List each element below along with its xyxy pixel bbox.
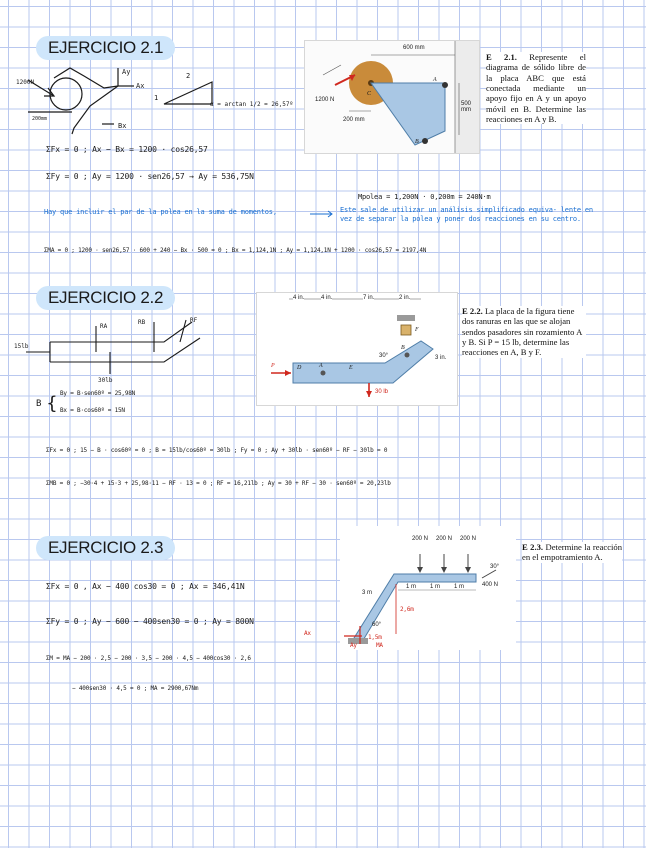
ex2-eq2: ΣMB = 0 ; −30·4 + 15·3 + 25,98·11 − RF · 13 = 0 ; RF = 16,21lb ; Ay = 30 + RF − 30 · sen60º = 20,23lb xyxy=(46,480,391,487)
ex1-sketch-alpha: α = arctan 1/2 = 26,57º xyxy=(210,101,294,108)
ex3-fig-dim-1: 1 m xyxy=(406,584,417,590)
ex2-figure xyxy=(256,292,458,406)
ex2-fig-dim-3: 7 in. xyxy=(363,295,375,301)
ex1-title: EJERCICIO 2.1 xyxy=(36,36,175,60)
ex3-fig-length: 3 m xyxy=(362,590,373,596)
ex2-fig-angle: 30° xyxy=(379,353,389,359)
ex3-fig-angle-top: 30° xyxy=(490,564,500,570)
ex3-fig-ay: Ay xyxy=(350,642,357,649)
ex3-fig-note-15: 1,5m xyxy=(368,634,382,641)
ex2-fig-d: D xyxy=(297,365,302,371)
ex2-sketch-load: 15lb xyxy=(14,343,29,350)
ex2-sketch-rb: RB xyxy=(138,319,146,326)
ex1-note-left: Hay que incluir el par de la polea en la suma de momentos, xyxy=(44,208,277,216)
ex2-bx: Bx = B·cos60º = 15N xyxy=(60,407,125,414)
ex2-fig-dim-2: 4 in. xyxy=(321,295,333,301)
ex2-fig-weight: 30 lb xyxy=(375,389,389,395)
ex2-sketch xyxy=(14,312,214,382)
ex2-fig-b: B xyxy=(401,345,405,351)
ex3-fig-ax: Ax xyxy=(304,630,311,637)
ex2-brace-glyph: { xyxy=(46,393,58,414)
ex2-fig-f: F xyxy=(415,327,419,333)
ex1-figure xyxy=(304,40,480,154)
ex2-figure-drawing xyxy=(257,293,457,405)
ex2-b-label: B xyxy=(36,399,42,409)
ex1-mpolea: Mpolea = 1,200N · 0,200m = 240N·m xyxy=(358,193,491,201)
ex3-fig-note-26: 2,6m xyxy=(400,606,414,613)
ex3-figure xyxy=(304,526,516,650)
ex2-statement-text: La placa de la figura tiene dos ranuras en las que se alojan sendos pasadores sin rozamiento A y B. Si P = 15 lb, determine las reacciones en A, B y F. xyxy=(462,306,582,358)
ex1-sketch-tri-top: 2 xyxy=(186,72,191,80)
ex2-statement-number: E 2.2. xyxy=(462,306,483,316)
ex1-sketch-ay: Ay xyxy=(122,68,131,76)
ex1-sketch-force: 1200N xyxy=(16,79,35,86)
ex1-fig-label-b: B xyxy=(415,139,419,145)
ex1-sketch-ax: Ax xyxy=(136,82,145,90)
ex3-fig-ma: MA xyxy=(376,642,383,649)
ex1-statement xyxy=(486,52,586,124)
ex3-eq-fy: ΣFy = 0 ; Ay − 600 − 400sen30 = 0 ; Ay = 800N xyxy=(46,617,254,626)
ex3-fig-load-1: 200 N xyxy=(412,536,429,542)
ex1-sketch-tri-left: 1 xyxy=(154,94,159,102)
ex1-sketch-triangle xyxy=(164,82,212,104)
ex2-sketch-w: 30lb xyxy=(98,377,113,382)
ex2-fig-e: E xyxy=(349,365,353,371)
ex2-sketch-plate-top xyxy=(50,322,192,342)
ex3-statement xyxy=(522,542,622,563)
ex1-eq-fx: ΣFx = 0 ; Ax − Bx = 1200 · cos26,57 xyxy=(46,145,208,154)
ex2-by: By = B·sen60º = 25,98N xyxy=(60,390,136,397)
ex1-statement-number: E 2.1. xyxy=(486,52,517,62)
ex1-fig-dim-right: 500 mm xyxy=(461,101,472,113)
ex2-sketch-rf-arrow xyxy=(180,320,186,342)
ex3-fig-dim-3: 1 m xyxy=(454,584,465,590)
ex1-eq-fy: ΣFy = 0 ; Ay = 1200 · sen26,57 → Ay = 536,75N xyxy=(46,172,254,181)
ex2-fig-a: A xyxy=(319,363,323,369)
ex2-fig-p: P xyxy=(271,363,275,369)
ex3-fig-side-load: 400 N xyxy=(482,582,499,588)
ex2-eq1: ΣFx = 0 ; 15 − B · cos60º = 0 ; B = 15lb/cos60º = 30lb ; Fy = 0 ; Ay + 30lb · sen60º − RF − 30lb = 0 xyxy=(46,447,388,454)
ex2-sketch-rf: RF xyxy=(190,317,198,324)
ex1-fig-dim-top: 600 mm xyxy=(403,45,425,51)
ex2-fig-dim-right: 3 in. xyxy=(435,355,447,361)
ex1-sketch-pulley xyxy=(50,78,82,110)
ex3-statement-text: Determine la reacción en el empotramiento A. xyxy=(522,542,622,563)
ex1-fig-label-a: A xyxy=(433,77,437,83)
ex2-statement xyxy=(462,306,586,358)
ex1-fig-dim-left: 200 mm xyxy=(343,117,365,123)
ex1-note-arrow xyxy=(310,210,336,218)
ex2-fig-dim-4: 2 in. xyxy=(399,295,411,301)
ex3-eq-m: ΣM = MA − 200 · 2,5 − 200 · 3,5 − 200 · 4,5 − 400cos30 · 2,6 xyxy=(46,655,251,662)
ex2-sketch-ra: RA xyxy=(100,323,108,330)
ex1-plate xyxy=(371,83,445,145)
ex1-eq-moment: ΣMA = 0 ; 1200 · sen26,57 · 600 + 240 − Bx · 500 = 0 ; Bx = 1,124,1N ; Ay = 1,124,1N + 1200 · cos26,57 = 2197,4N xyxy=(44,247,427,254)
ex3-fig-angle-bottom: 60° xyxy=(372,622,382,628)
ex1-sketch-dim: 200mm xyxy=(32,116,48,122)
ex3-fig-dim-2: 1 m xyxy=(430,584,441,590)
ex2-title: EJERCICIO 2.2 xyxy=(36,286,175,310)
ex1-statement-text: Represente el diagrama de sólido libre de la placa ABC que está conectada mediante un apoyo fijo en A y un apoyo móvil en B. Determine las reacciones en A y B. xyxy=(486,52,586,124)
ex3-statement-number: E 2.3. xyxy=(522,542,544,552)
ex3-eq-fx: ΣFx = 0 , Ax − 400 cos30 = 0 ; Ax = 346,41N xyxy=(46,582,245,591)
ex1-fig-label-c: C xyxy=(367,91,372,97)
ex1-note-right: Este sale de utilizar un análisis simplificado equiva- lente en vez de separar la polea y poner dos reacciones en su centro. xyxy=(340,206,593,224)
ex1-sketch-bx: Bx xyxy=(118,122,127,130)
ex3-eq-m2: − 400sen30 · 4,5 = 0 ; MA = 2900,67Nm xyxy=(72,685,199,692)
ex2-fig-dim-1: 4 in. xyxy=(293,295,305,301)
ex3-fig-load-3: 200 N xyxy=(460,536,477,542)
ex2-b-brace xyxy=(36,390,58,414)
ex3-fig-load-2: 200 N xyxy=(436,536,453,542)
ex1-fig-force: 1200 N xyxy=(315,97,335,103)
ex1-sketch xyxy=(14,66,314,146)
ex3-title: EJERCICIO 2.3 xyxy=(36,536,175,560)
